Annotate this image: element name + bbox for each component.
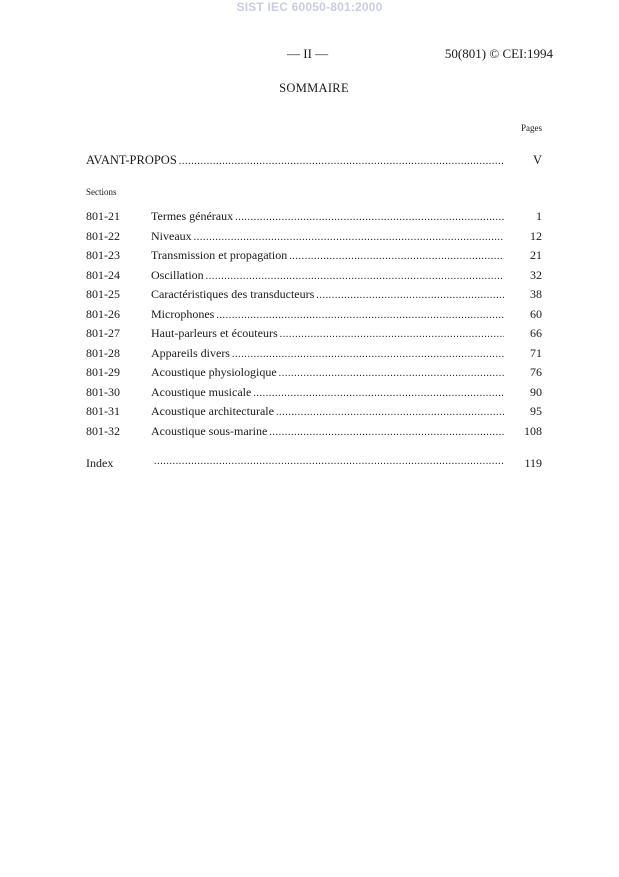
section-code: 801-21 [86, 209, 120, 223]
section-page: 66 [530, 326, 542, 340]
leader-dots [216, 310, 504, 321]
toc-entry-section[interactable] [86, 209, 542, 225]
section-code: 801-24 [86, 267, 120, 282]
section-title: Oscillation [151, 267, 204, 282]
index-label: Index [86, 456, 114, 470]
leader-dots [232, 349, 504, 360]
section-code: 801-23 [86, 248, 120, 262]
section-title: Acoustique physiologique [151, 365, 277, 379]
leader-dots [154, 456, 504, 467]
section-code: 801-27 [86, 326, 120, 340]
section-code: 801-30 [86, 384, 120, 399]
section-title: Microphones [151, 306, 215, 321]
leader-dots [253, 388, 504, 399]
toc-entry-section[interactable] [86, 385, 542, 401]
watermark-text: SIST IEC 60050-801:2000 [236, 0, 383, 14]
toc-entry-section[interactable] [86, 287, 542, 303]
section-title: Termes généraux [151, 209, 234, 223]
section-title: Haut-parleurs et écouteurs [151, 326, 278, 340]
section-title: Caractéristiques des transducteurs [151, 287, 315, 301]
leader-dots [235, 212, 504, 223]
section-page: 76 [530, 365, 542, 379]
page-title: SOMMAIRE [279, 81, 349, 95]
toc-entry-foreword[interactable] [86, 153, 542, 169]
section-page: 95 [530, 404, 542, 418]
section-title: Acoustique musicale [151, 384, 252, 399]
section-code: 801-28 [86, 345, 120, 360]
toc-entry-section[interactable] [86, 268, 542, 284]
section-title: Niveaux [151, 228, 192, 243]
toc-entry-section[interactable] [86, 229, 542, 245]
leader-dots [316, 290, 504, 301]
leader-dots [206, 271, 504, 282]
leader-dots [194, 232, 504, 243]
index-page: 119 [524, 456, 542, 470]
section-page: 38 [530, 287, 542, 301]
sections-label: Sections [86, 187, 117, 197]
section-page: 60 [530, 306, 542, 321]
leader-dots [269, 427, 504, 438]
toc-entry-section[interactable] [86, 307, 542, 323]
page-number: — II — [287, 46, 329, 61]
section-page: 90 [530, 384, 542, 399]
leader-dots [276, 407, 504, 418]
document-reference: 50(801) © CEI:1994 [444, 46, 553, 61]
section-page: 71 [530, 345, 542, 360]
toc-entry-section[interactable] [86, 404, 542, 420]
toc-entry-section[interactable] [86, 365, 542, 381]
section-title: Acoustique architecturale [151, 404, 274, 418]
section-title: Acoustique sous-marine [151, 423, 268, 438]
section-page: 108 [524, 423, 542, 438]
toc-entry-page: V [532, 153, 542, 167]
section-title: Appareils divers [151, 345, 230, 360]
leader-dots [280, 329, 504, 340]
toc-entry-index[interactable] [86, 456, 542, 472]
section-page: 12 [530, 228, 542, 243]
pages-column-label: Pages [521, 123, 542, 133]
section-code: 801-31 [86, 404, 120, 418]
leader-dots [179, 156, 504, 167]
toc-entry-section[interactable] [86, 326, 542, 342]
section-code: 801-29 [86, 365, 120, 379]
section-page: 32 [530, 267, 542, 282]
section-code: 801-25 [86, 287, 120, 301]
section-code: 801-26 [86, 306, 120, 321]
toc-entry-label: AVANT-PROPOS [86, 153, 177, 167]
leader-dots [279, 368, 504, 379]
section-code: 801-22 [86, 228, 120, 243]
section-page: 1 [536, 209, 542, 223]
section-title: Transmission et propagation [151, 248, 288, 262]
section-code: 801-32 [86, 423, 120, 438]
toc-entry-section[interactable] [86, 424, 542, 440]
leader-dots [289, 251, 504, 262]
toc-entry-section[interactable] [86, 248, 542, 264]
toc-entry-section[interactable] [86, 346, 542, 362]
section-page: 21 [530, 248, 542, 262]
